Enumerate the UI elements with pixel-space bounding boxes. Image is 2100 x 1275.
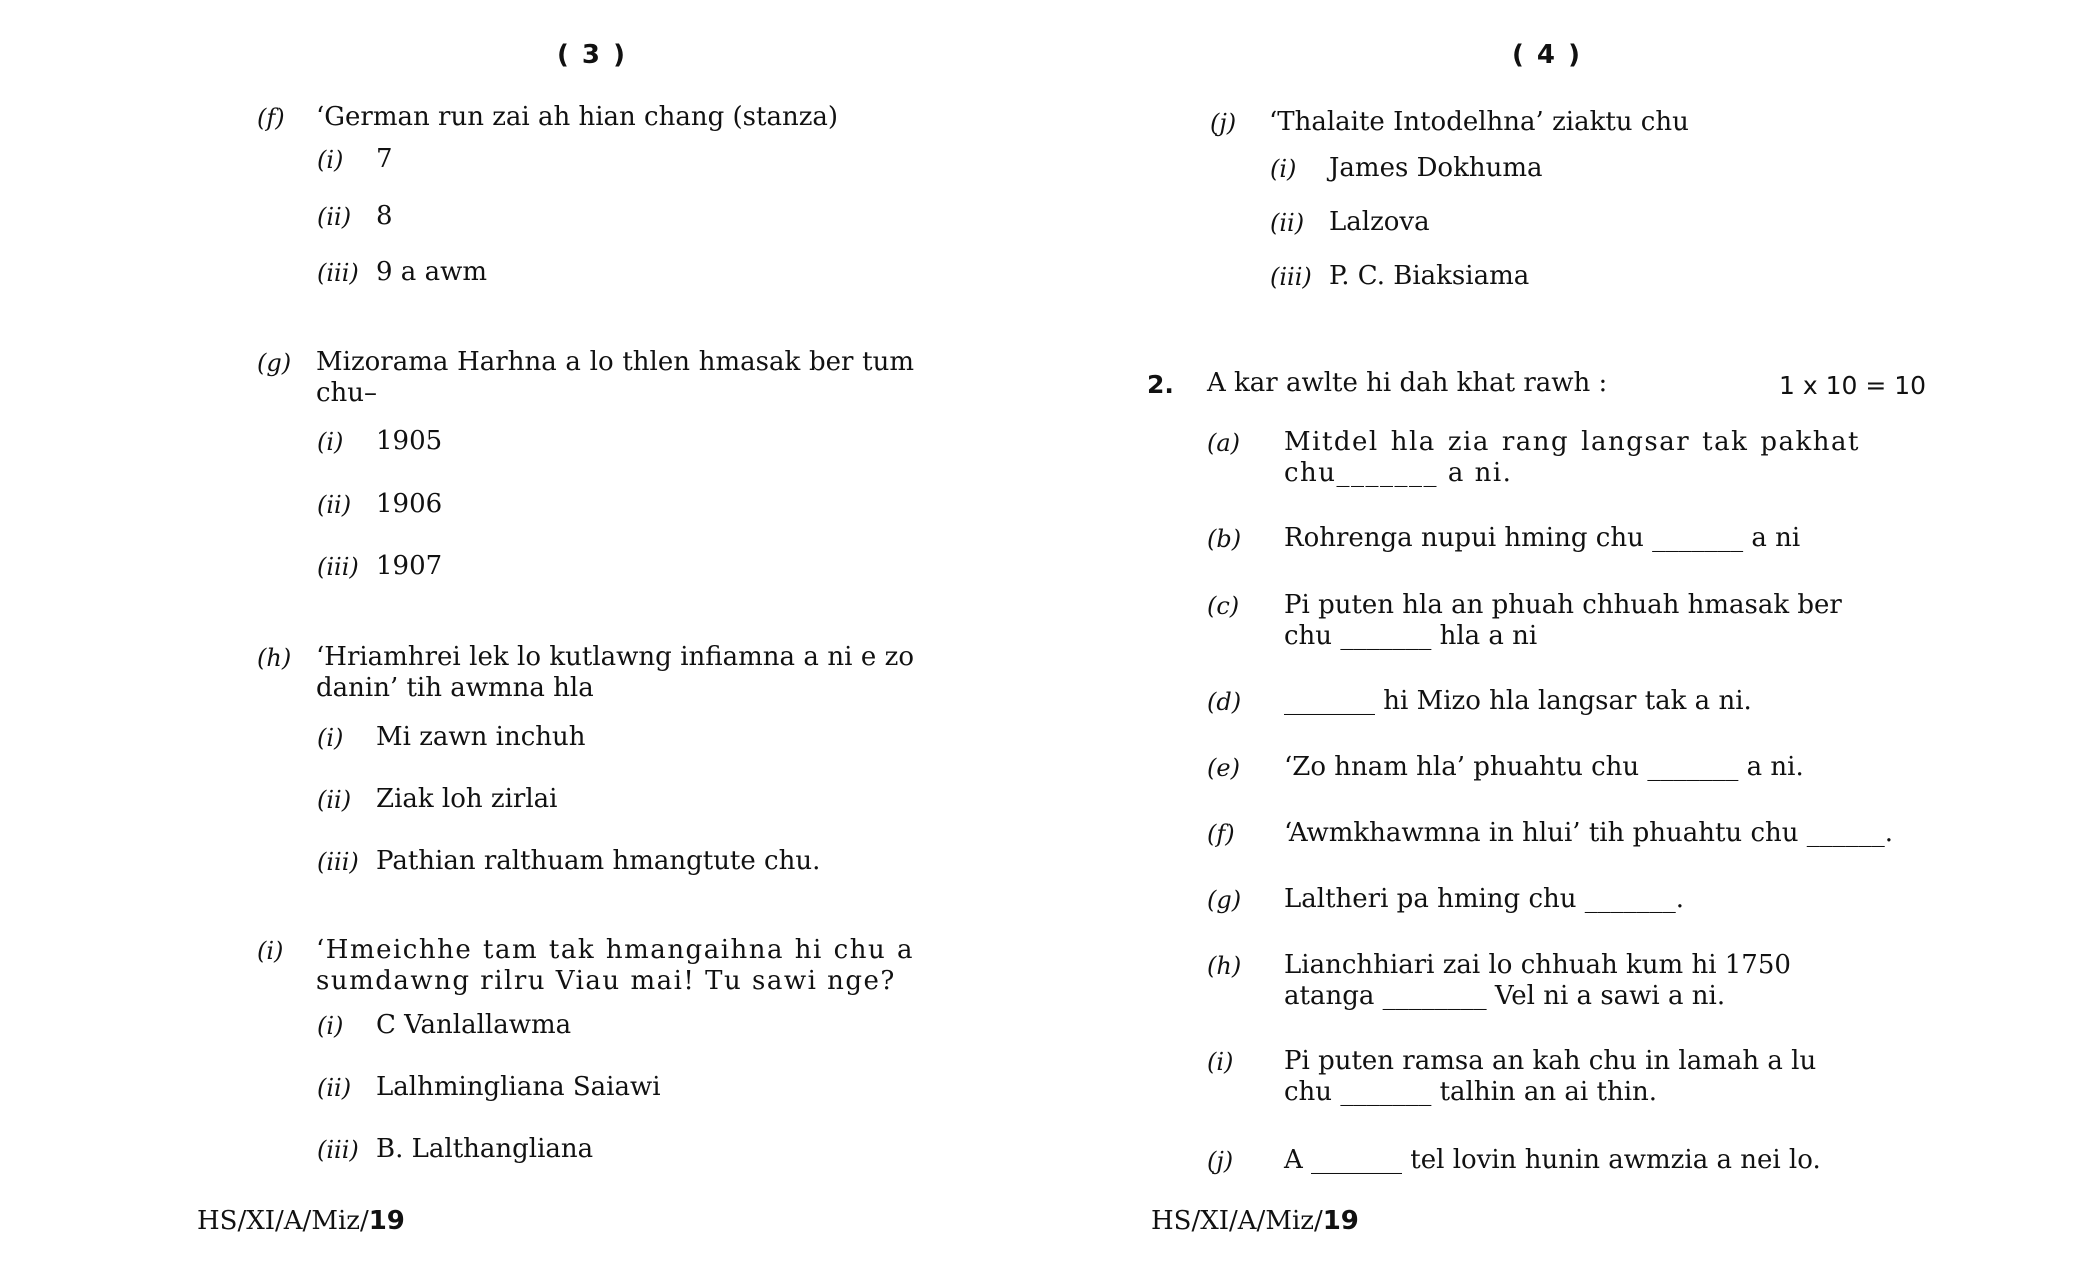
option-label: (i) (317, 1012, 344, 1040)
item-label: (c) (1207, 592, 1240, 620)
item-label: (a) (1207, 429, 1241, 457)
section-marks: 1 x 10 = 10 (1779, 371, 1927, 400)
option-text: Ziak loh zirlai (376, 784, 558, 814)
item-text: Laltheri pa hming chu _______. (1284, 884, 1685, 914)
option-label: (iii) (317, 553, 359, 581)
option-label: (i) (317, 724, 344, 752)
option-label: (i) (317, 428, 344, 456)
question-text: ‘Hmeichhe tam tak hmangaihna hi chu a sumdawng rilru Viau mai! Tu sawi nge? (316, 935, 914, 996)
item-text: A _______ tel lovin hunin awmzia a nei lo. (1284, 1145, 1821, 1175)
option-text: P. C. Biaksiama (1329, 261, 1530, 291)
item-text: Lianchhiari zai lo chhuah kum hi 1750 atanga ________ Vel ni a sawi a ni. (1284, 950, 1791, 1011)
option-text: Pathian ralthuam hmangtute chu. (376, 846, 821, 876)
option-text: 8 (376, 201, 393, 231)
option-label: (iii) (317, 259, 359, 287)
item-label: (j) (1207, 1147, 1234, 1175)
option-text: Lalzova (1329, 207, 1430, 237)
question-label: (g) (257, 349, 292, 377)
question-text: Mizorama Harhna a lo thlen hmasak ber tum chu– (316, 347, 914, 408)
item-label: (h) (1207, 952, 1242, 980)
footer-code (1151, 1206, 1359, 1236)
question-text: ‘Hriamhrei lek lo kutlawng infiamna a ni e zo danin’ tih awmna hla (316, 642, 914, 703)
item-label: (g) (1207, 886, 1242, 914)
footer-code (197, 1206, 405, 1236)
section-instruction: A kar awlte hi dah khat rawh : (1207, 368, 1608, 398)
question-label: (j) (1210, 109, 1237, 137)
item-label: (e) (1207, 754, 1240, 782)
footer-code-text: HS/XI/A/Miz/ (1151, 1206, 1323, 1236)
item-text: _______ hi Mizo hla langsar tak a ni. (1284, 686, 1752, 716)
footer-year: 19 (1322, 1206, 1359, 1236)
item-text: Mitdel hla zia rang langsar tak pakhat chu_______ a ni. (1284, 427, 1860, 488)
option-text: 9 a awm (376, 257, 487, 287)
option-text: 1905 (376, 426, 443, 456)
item-label: (i) (1207, 1048, 1234, 1076)
item-label: (f) (1207, 820, 1235, 848)
option-label: (ii) (317, 491, 352, 519)
item-text: Pi puten ramsa an kah chu in lamah a lu chu _______ talhin an ai thin. (1284, 1046, 1817, 1107)
question-label: (i) (257, 937, 284, 965)
option-text: Lalhmingliana Saiawi (376, 1072, 661, 1102)
option-text: 1907 (376, 551, 443, 581)
item-label: (b) (1207, 525, 1242, 553)
item-text: ‘Zo hnam hla’ phuahtu chu _______ a ni. (1284, 752, 1804, 782)
option-text: 1906 (376, 489, 443, 519)
page-number: ( 3 ) (557, 40, 627, 70)
option-label: (i) (1270, 155, 1297, 183)
item-label: (d) (1207, 688, 1242, 716)
option-label: (iii) (317, 848, 359, 876)
option-label: (ii) (1270, 209, 1305, 237)
option-text: Mi zawn inchuh (376, 722, 586, 752)
item-text: Pi puten hla an phuah chhuah hmasak ber chu _______ hla a ni (1284, 590, 1842, 651)
question-text: ‘German run zai ah hian chang (stanza) (316, 102, 839, 132)
page-number: ( 4 ) (1512, 40, 1582, 70)
option-text: 7 (376, 144, 393, 174)
option-label: (ii) (317, 1074, 352, 1102)
footer-code-text: HS/XI/A/Miz/ (197, 1206, 369, 1236)
option-label: (i) (317, 146, 344, 174)
option-label: (iii) (317, 1136, 359, 1164)
option-text: James Dokhuma (1329, 153, 1543, 183)
section-number: 2. (1147, 370, 1174, 399)
option-label: (iii) (1270, 263, 1312, 291)
question-label: (h) (257, 644, 292, 672)
option-label: (ii) (317, 203, 352, 231)
footer-year: 19 (368, 1206, 405, 1236)
option-text: C Vanlallawma (376, 1010, 572, 1040)
option-text: B. Lalthangliana (376, 1134, 594, 1164)
item-text: Rohrenga nupui hming chu _______ a ni (1284, 523, 1801, 553)
question-label: (f) (257, 104, 285, 132)
option-label: (ii) (317, 786, 352, 814)
question-text: ‘Thalaite Intodelhna’ ziaktu chu (1269, 107, 1689, 137)
item-text: ‘Awmkhawmna in hlui’ tih phuahtu chu ______. (1284, 818, 1894, 848)
